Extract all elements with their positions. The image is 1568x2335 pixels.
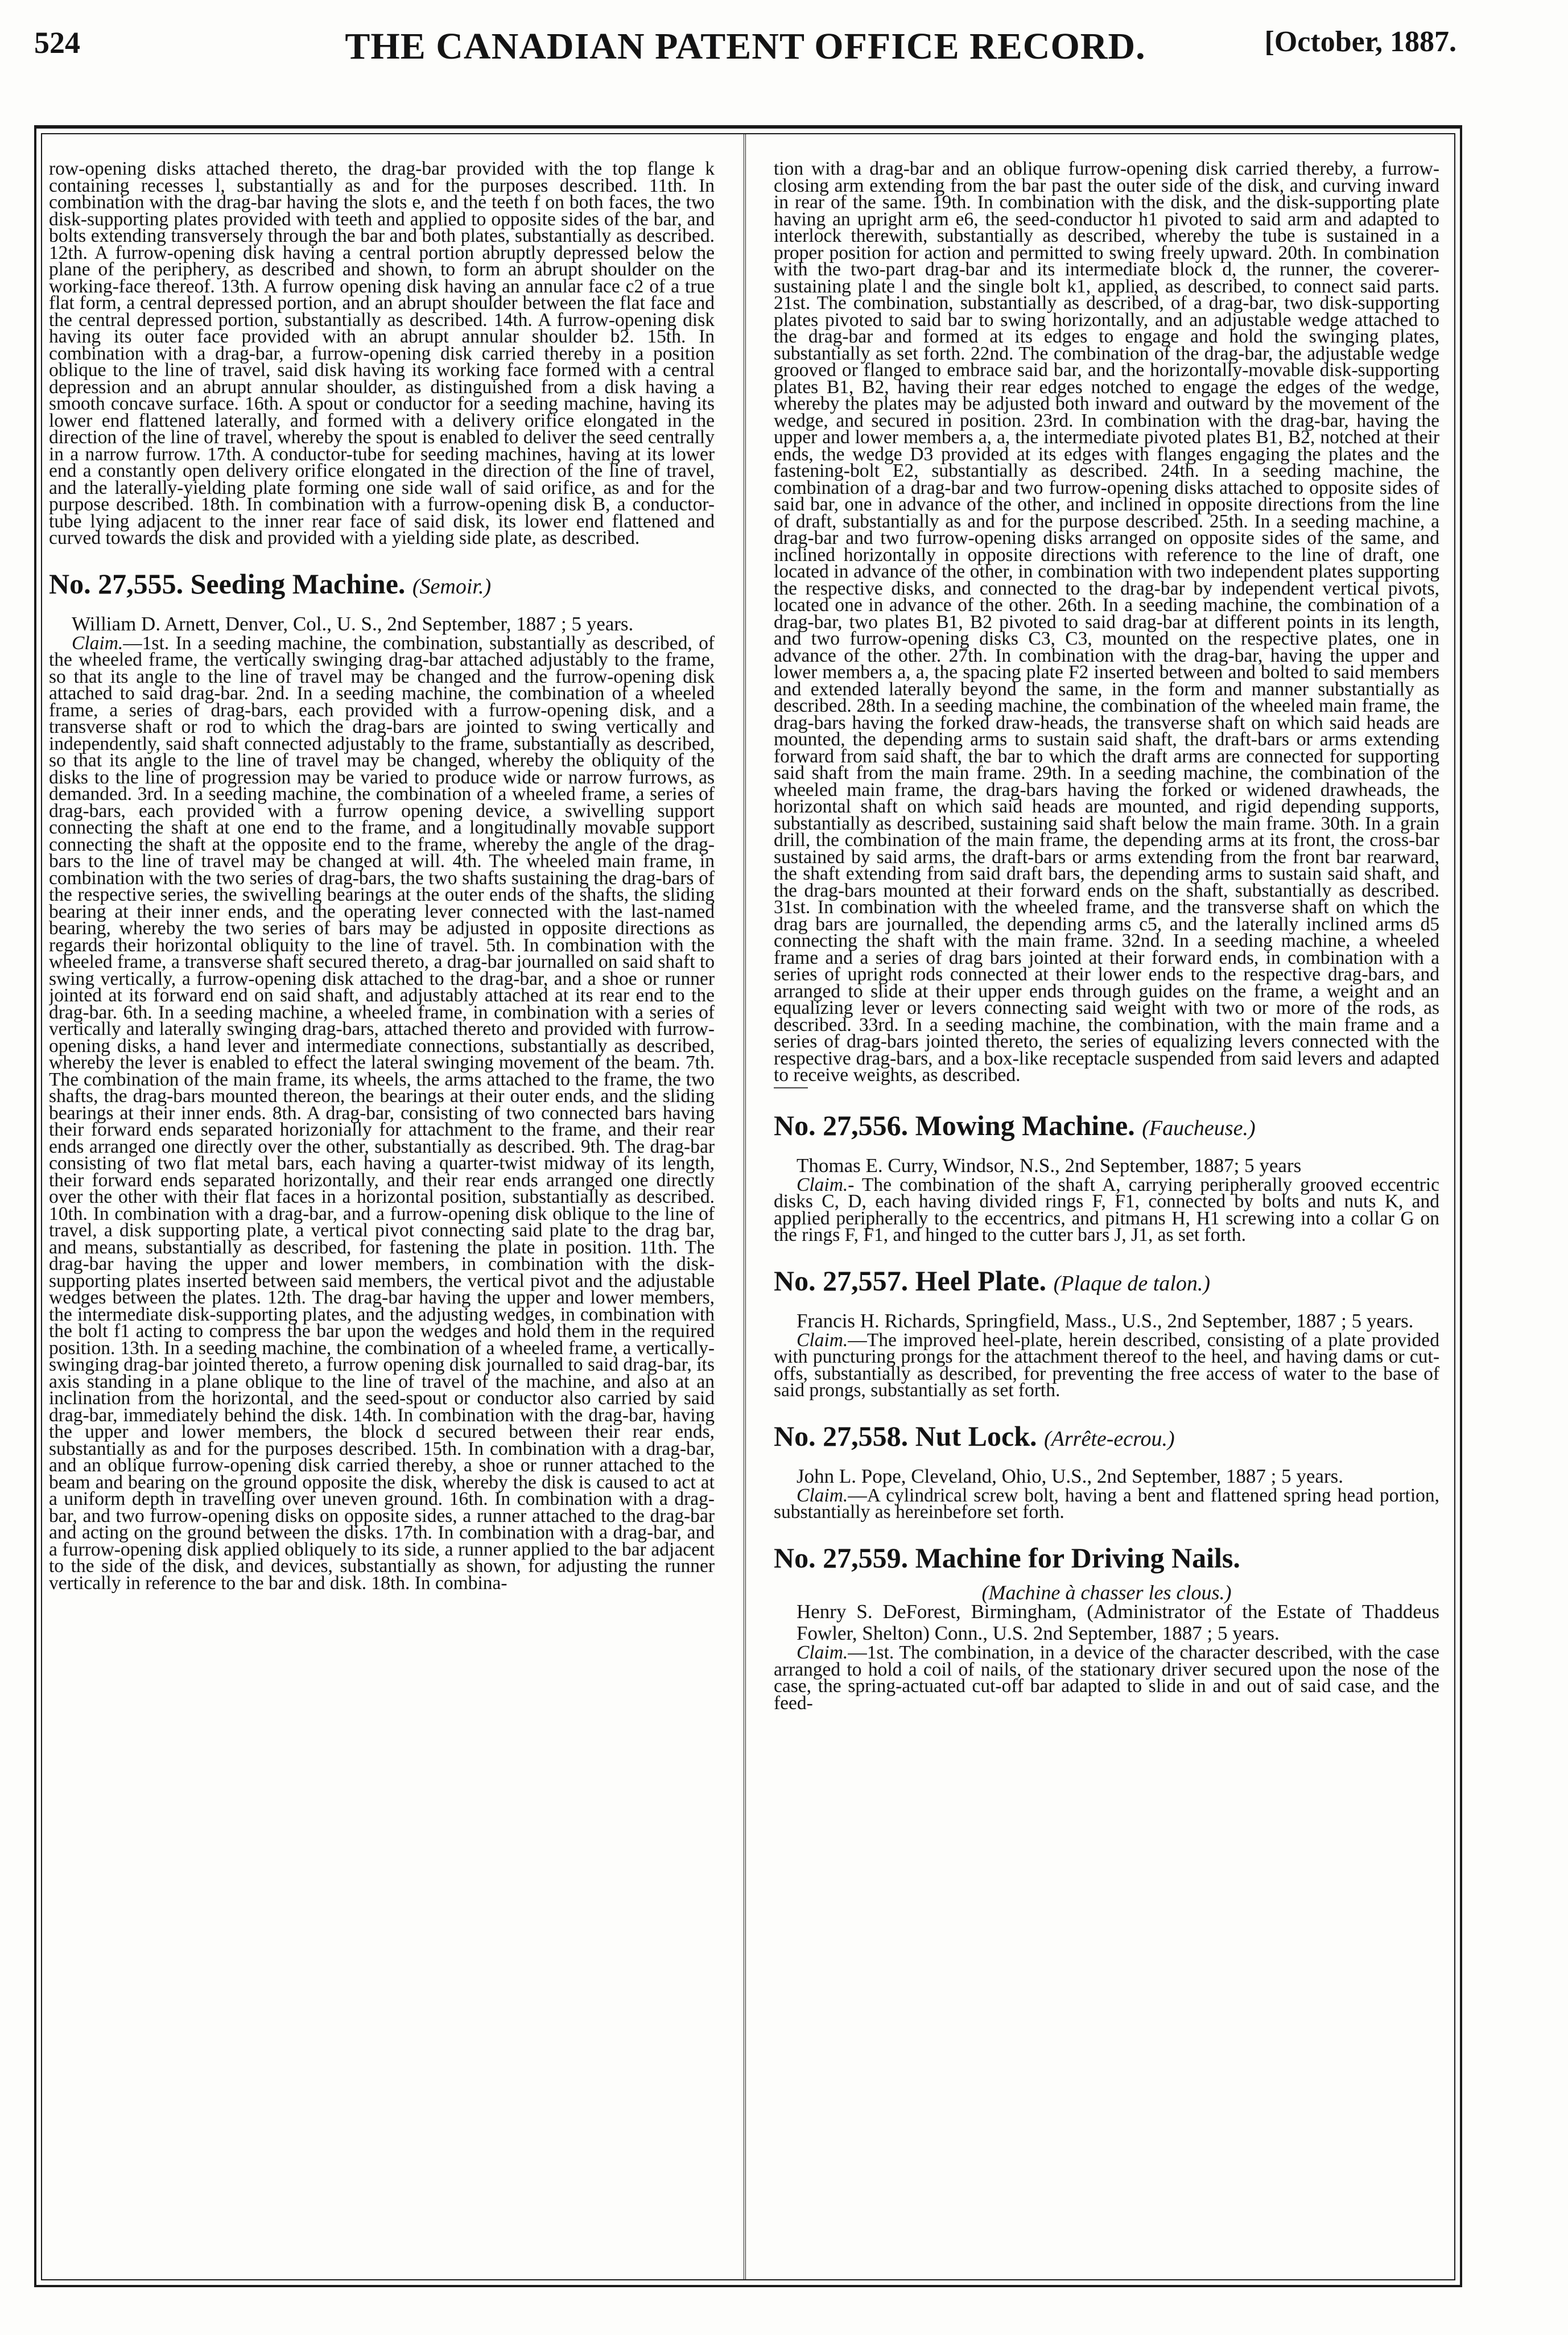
patent-title: No. 27,558. Nut Lock. [774, 1420, 1037, 1452]
right-column [774, 160, 1439, 2266]
patent-french-title: (Plaque de talon.) [1053, 1271, 1210, 1296]
patent-heading-27555 [49, 567, 715, 603]
patent-title: No. 27,555. Seeding Machine. [49, 567, 406, 600]
claim-text: - The combination of the shaft A, carrying peripherally grooved eccentric disks C, D, each having divided rings F, F1, connected by bolts and nuts K, and applied peripherally to the eccentrics, and pitmans H, H1 screwing into a collar G on the rings F, F1, and hinged to the cutter bars J, J1, as set forth. [774, 1174, 1439, 1245]
continued-claims-text: tion with a drag-bar and an oblique furrow-opening disk carried thereby, a furrow-closing arm extending from the bar past the outer side of the disk, and curving inward in rear of the same. 19th. In combination with the disk, and the disk-supporting plate having an upright arm e6, the seed-conductor h1 pivoted to said arm and adapted to interlock therewith, substantially as described, whereby the tube is sustained in a proper position for action and permitted to swing freely upward. 20th. In combination with the two-part drag-bar and its intermediate block d, the runner, the coverer-sustaining plate l and the single bolt k1, applied, as described, to connect said parts. 21st. The combination, substantially as described, of a drag-bar, two disk-supporting plates pivoted to said bar to swing horizontally, and an adjustable wedge attached to the drag-bar and formed at its edges to engage and hold the swinging plates, substantially as set forth. 22nd. The combination of the drag-bar, the adjustable wedge grooved or flanged to embrace said bar, and the horizontally-movable disk-supporting plates B1, B2, having their rear edges notched to engage the edges of the wedge, whereby the plates may be adjusted both inward and outward by the movement of the wedge, and secured in position. 23rd. In combination with the drag-bar, having the upper and lower members a, a, the intermediate pivoted plates B1, B2, notched at their ends, the wedge D3 provided at its edges with flanges engaging the plates and the fastening-bolt E2, substantially as described. 24th. In a seeding machine, the combination of a drag-bar and two furrow-opening disks attached to opposite sides of said bar, one in advance of the other, and inclined in opposite directions from the line of draft, substantially as and for the purpose described. 25th. In a seeding machine, a drag-bar and two furrow-opening disks arranged on opposite sides of the same, and inclined horizontally in opposite directions with reference to the line of draft, one located in advance of the other, in combination with two independent plates supporting the respective disks, and connected to the drag-bar by independent vertical pivots, located one in advance of the other. 26th. In a seeding machine, the combination of a drag-bar, two plates B1, B2 pivoted to said drag-bar at different points in its length, and two furrow-opening disks C3, C3, mounted on the respective plates, one in advance of the other. 27th. In combination with the drag-bar, having the upper and lower members a, a, the spacing plate F2 inserted between and bolted to said members and extended laterally beyond the same, in the form and manner substantially as described. 28th. In a seeding machine, the combination of the wheeled main frame, the drag-bars having the forked draw-heads, the transverse shaft on which said heads are mounted, the depending arms to sustain said shaft, the draft-bars or arms extending forward from said shaft, the bar to which the draft arms are connected for supporting said shaft from the main frame. 29th. In a seeding machine, the combination of the wheeled main frame, the drag-bars having the forked or widened drawheads, the horizontal shaft on which said heads are mounted, and rigid depending supports, substantially as described, sustaining said shaft below the main frame. 30th. In a grain drill, the combination of the main frame, the depending arms at its front, the cross-bar sustained by said arms, the draft-bars or arms extending from the front bar rearward, the shaft extending from said draft bars, the depending arms to sustain said shaft, and the drag-bars mounted at their forward ends on the shaft, substantially as described. 31st. In combination with the wheeled frame, and the transverse shaft on which the drag bars are journalled, the depending arms c5, and the laterally inclined arms d5 connecting the shaft with the main frame. 32nd. In a seeding machine, a wheeled frame and a series of drag bars jointed at their forward ends, in combination with a series of upright rods connected at their lower ends to the respective drag-bars, and arranged to slide at their upper ends through guides on the frame, a weight and an equalizing lever or levers connecting said weight with two or more of the rods, as described. 33rd. In a seeding machine, the combination, with the main frame and a series of drag-bars jointed thereto, the series of equalizing levers connected with the respective drag-bars, and a box-like receptacle suspended from said levers and adapted to receive weights, as described. [774, 160, 1439, 1086]
patent-claims [49, 632, 715, 1594]
patent-inventor: William D. Arnett, Denver, Col., U. S., 2nd September, 1887 ; 5 years. [72, 612, 634, 635]
patent-inventor: John L. Pope, Cleveland, Ohio, U.S., 2nd September, 1887 ; 5 years. [797, 1464, 1343, 1487]
publication-title: THE CANADIAN PATENT OFFICE RECORD. [345, 26, 1146, 67]
patent-heading-27559 [774, 1541, 1439, 1574]
patent-heading-27557 [774, 1264, 1439, 1300]
claim-label: Claim. [797, 1329, 848, 1351]
claim-text: —A cylindrical screw bolt, having a bent and flattened spring head portion, substantially as hereinbefore set forth. [774, 1484, 1439, 1523]
left-column [49, 160, 715, 2266]
claim-label: Claim. [797, 1642, 848, 1663]
patent-claims [774, 1174, 1439, 1245]
claim-label: Claim. [797, 1484, 848, 1506]
patent-inventor: Francis H. Richards, Springfield, Mass., U.S., 2nd September, 1887 ; 5 years. [797, 1309, 1414, 1332]
claim-text: —1st. In a seeding machine, the combination, substantially as described, of the wheeled frame, the vertically swinging drag-bar attached adjustably to the frame, so that its angle to the line of travel may be changed and the furrow-opening disk attached to said drag-bar. 2nd. In a seeding machine, the combination of a wheeled frame, a series of drag-bars, each provided with a furrow-opening disk, and a transverse shaft or rod to which the drag-bars are jointed to swing vertically and independently, said shaft connected adjustably to the frame, substantially as described, so that its angle to the line of travel may be changed, whereby the obliquity of the disks to the line of progression may be varied to produce wide or narrow furrows, as demanded. 3rd. In a seeding machine, the combination of a wheeled frame, a series of drag-bars, each provided with a furrow opening device, a swivelling support connecting the shaft at one end to the frame, and a longitudinally movable support connecting the shaft at the opposite end to the frame, whereby the angle of the drag-bars to the line of travel may be changed at will. 4th. The wheeled main frame, in combination with the two series of drag-bars, the two shafts sustaining the drag-bars of the respective series, the swivelling bearings at the outer ends of the shafts, the sliding bearing at their inner ends, and the operating lever connected with the last-named bearing, whereby the two series of bars may be adjusted in opposite directions as regards their horizontal obliquity to the line of travel. 5th. In combination with the wheeled frame, a transverse shaft secured thereto, a drag-bar journalled on said shaft to swing vertically, a furrow-opening disk attached to the drag-bar, and a shoe or runner jointed at its forward end on said shaft, and adjustably attached at its rear end to the drag-bar. 6th. In a seeding machine, a wheeled frame, in combination with a series of vertically and laterally swinging drag-bars, attached thereto and provided with furrow-opening disks, a hand lever and intermediate connections, substantially as described, whereby the lever is enabled to effect the lateral swinging movement of the beam. 7th. The combination of the main frame, its wheels, the arms attached to the frame, the two shafts, the drag-bars mounted thereon, the bearings at their outer ends, and the sliding bearings at their inner ends. 8th. A drag-bar, consisting of two connected bars having their forward ends separated horizonially for attachment to the frame, and their rear ends arranged one directly over the other, substantially as described. 9th. The drag-bar consisting of two flat metal bars, each having a quarter-twist midway of its length, their forward ends separated horizontally, and their rear ends arranged one directly over the other with their flat faces in a horizontal position, substantially as described. 10th. In combination with a drag-bar, and a furrow-opening disk oblique to the line of travel, a disk supporting plate, a vertical pivot connecting said plate to the drag bar, and means, substantially as described, for fastening the plate in position. 11th. The drag-bar having the upper and lower members, in combination with the disk-supporting plates inserted between said members, the vertical pivot and the adjustable wedges between the plates. 12th. The drag-bar having the upper and lower members, the intermediate disk-supporting plates, and the adjusting wedges, in combination with the bolt f1 acting to compress the bar upon the wedges and hold them in the required position. 13th. In a seeding machine, the combination of a wheeled frame, a vertically-swinging drag-bar jointed thereto, a furrow opening disk journalled to said drag-bar, its axis standing in a plane oblique to the line of travel of the machine, and also at an inclination from the horizontal, and the seed-spout or conductor also carried by said drag-bar, immediately behind the disk. 14th. In combination with the drag-bar, having the upper and lower members, the block d secured between their rear ends, substantially as and for the purposes described. 15th. In combination with a drag-bar, and an oblique furrow-opening disk carried thereby, a shoe or runner attached to the beam and bearing on the ground opposite the disk, whereby the disk is caused to act at a uniform depth in travelling over uneven ground. 16th. In combination with a drag-bar, and two furrow-opening disks on opposite sides, a runner attached to the drag-bar and acting on the ground between the disks. 17th. In combination with a drag-bar, and a furrow-opening disk applied obliquely to its side, a runner applied to the bar adjacent to the side of the disk, and devices, substantially as shown, for adjusting the runner vertically in reference to the bar and disk. 18th. In combina- [49, 632, 715, 1594]
claim-label: Claim. [797, 1174, 848, 1195]
patent-french-title: (Machine à chasser les clous.) [981, 1581, 1232, 1604]
patent-french-title: (Arrête-ecrou.) [1044, 1426, 1175, 1451]
column-divider [744, 134, 746, 2279]
patent-inventor: Thomas E. Curry, Windsor, N.S., 2nd September, 1887; 5 years [797, 1154, 1302, 1177]
patent-french-title: (Faucheuse.) [1142, 1116, 1256, 1140]
claim-label: Claim. [72, 632, 123, 654]
patent-title: No. 27,557. Heel Plate. [774, 1264, 1047, 1297]
patent-inventor: Henry S. DeForest, Birmingham, (Administrator of the Estate of Thaddeus Fowler, Shelton) Conn., U.S. 2nd September, 1887 ; 5 years. [797, 1600, 1439, 1644]
page-header [34, 25, 1456, 76]
issue-date: [October, 1887. [1264, 26, 1456, 58]
patent-title: No. 27,559. Machine for Driving Nails. [774, 1541, 1240, 1574]
patent-french-title: (Semoir.) [412, 574, 492, 599]
patent-claims [774, 1642, 1439, 1714]
claim-text: —1st. The combination, in a device of the character described, with the case arranged to hold a coil of nails, of the stationary driver secured upon the nose of the case, the spring-actuated cut-off bar adapted to slide in and out of said case, and the feed- [774, 1642, 1439, 1714]
patent-heading-27558 [774, 1420, 1439, 1455]
patent-claims [774, 1484, 1439, 1523]
patent-title: No. 27,556. Mowing Machine. [774, 1109, 1135, 1141]
section-divider [774, 1087, 808, 1088]
page-number: 524 [34, 26, 80, 60]
claim-text: —The improved heel-plate, herein described, consisting of a plate provided with puncturing prongs for the attachment thereof to the heel, and having dams or cut-offs, substantially as described, for preventing the free access of water to the base of said prongs, substantially as set forth. [774, 1329, 1439, 1401]
patent-heading-27556 [774, 1109, 1439, 1145]
patent-claims [774, 1329, 1439, 1401]
continued-claims-text: row-opening disks attached thereto, the drag-bar provided with the top flange k containing recesses l, substantially as and for the purposes described. 11th. In combination with the drag-bar having the slots e, and the teeth f on both faces, the two disk-supporting plates provided with teeth and applied to opposite sides of the bar, and bolts extending transversely through the bar and both plates, substantially as described. 12th. A furrow-opening disk having a central portion abruptly depressed below the plane of the periphery, as described and shown, to form an abrupt shoulder on the working-face thereof. 13th. A furrow opening disk having an annular face c2 of a true flat form, a central depressed portion, and an abrupt shoulder between the flat face and the central depressed portion, substantially as described. 14th. A furrow-opening disk having its outer face provided with an abrupt annular shoulder b2. 15th. In combination with a drag-bar, a furrow-opening disk carried thereby in a position oblique to the line of travel, said disk having its working face formed with a central depression and an abrupt annular shoulder, as distinguished from a disk having a smooth concave surface. 16th. A spout or conductor for a seeding machine, having its lower end flattened laterally, and formed with a delivery orifice elongated in the direction of the line of travel, whereby the spout is enabled to deliver the seed centrally in a narrow furrow. 17th. A conductor-tube for seeding machines, having at its lower end a constantly open delivery orifice elongated in the direction of the line of travel, and the laterally-yielding plate forming one side wall of said orifice, as and for the purpose described. 18th. In combination with a furrow-opening disk B, a conductor-tube lying adjacent to the inner rear face of said disk, its lower end flattened and curved towards the disk and provided with a yielding side plate, as described. [49, 160, 715, 548]
